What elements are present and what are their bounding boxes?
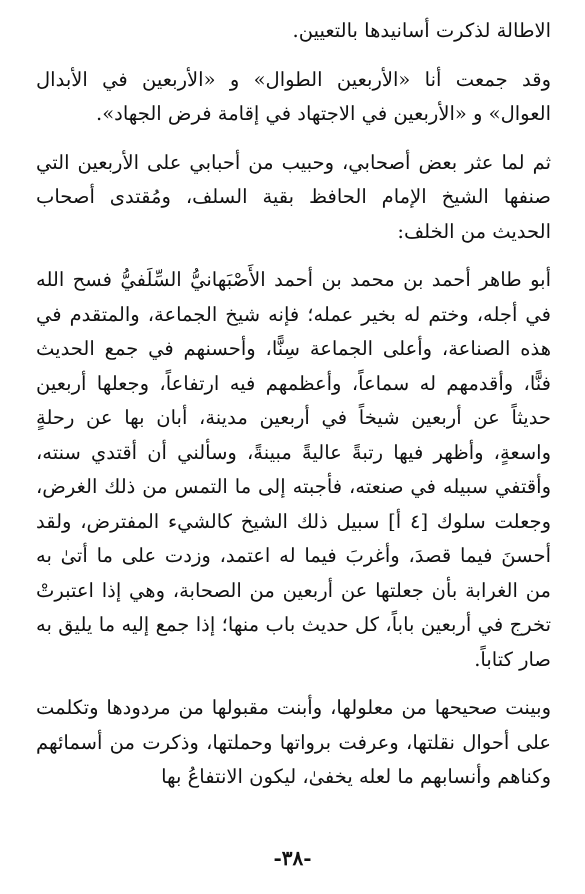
paragraph-silafi: أبو طاهر أحمد بن محمد بن أحمد الأَصْبَهانيُّ السِّلَفيُّ فسح الله في أجله، وختم له بخير عمله؛ فإنه شيخ الجماعة، والمتقدم في هذه الصناعة، وأعلى الجماعة سِنًّا، وأحسنهم في جمع الحديث فنًّا، وأقدمهم له سماعاً، وأعظمهم فيه ارتفاعاً، وجعلها أربعين حديثاً عن أربعين شيخاً في أربعين مدينة، أبان بها عن رحلةٍ واسعةٍ، وأظهر فيها رتبةً عاليةً مبينةً، وسألني أن أقتدي سنته، وأقتفي سبيله في صنعته، فأجبته إلى ما التمس من ذلك الغرض، وجعلت سلوك [٤ أ] سبيل ذلك الشيخ كالشيء المفترض، ولقد أحسنَ فيما قصدَ، وأغربَ فيما له اعتمد، وزدت على ما أتىٰ به من الغرابة بأن جعلتها عن أربعين من الصحابة، وهي إذا اعتبرتْ تخرج في أربعين باباً، كل حديث باب منها؛ إذا جمع إليه ما يليق به صار كتاباً. [36,268,551,671]
paragraph-companions: ثم لما عثر بعض أصحابي، وحبيب من أحبابي على الأربعين التي صنفها الشيخ الإمام الحافظ بقية السلف، ومُقتدى أصحاب الحديث من الخلف: [36,150,551,243]
paragraph-method: وبينت صحيحها من معلولها، وأبنت مقبولها من مردودها وتكلمت على أحوال نقلتها، وعرفت برواتها وحملتها، وذكرت من أسمائهم وكناهم وأنسابهم ما لعله يخفىٰ، ليكون الانتفاعُ بها [36,696,551,788]
page-number: -٣٨- [273,846,312,870]
paragraph-forties: وقد جمعت أنا «الأربعين الطوال» و «الأربعين في الأبدال العوال» و «الأربعين في الاجتهاد في إقامة فرض الجهاد». [36,67,551,125]
paragraph-continuation: الاطالة لذكرت أسانيدها بالتعيين. [292,19,551,42]
